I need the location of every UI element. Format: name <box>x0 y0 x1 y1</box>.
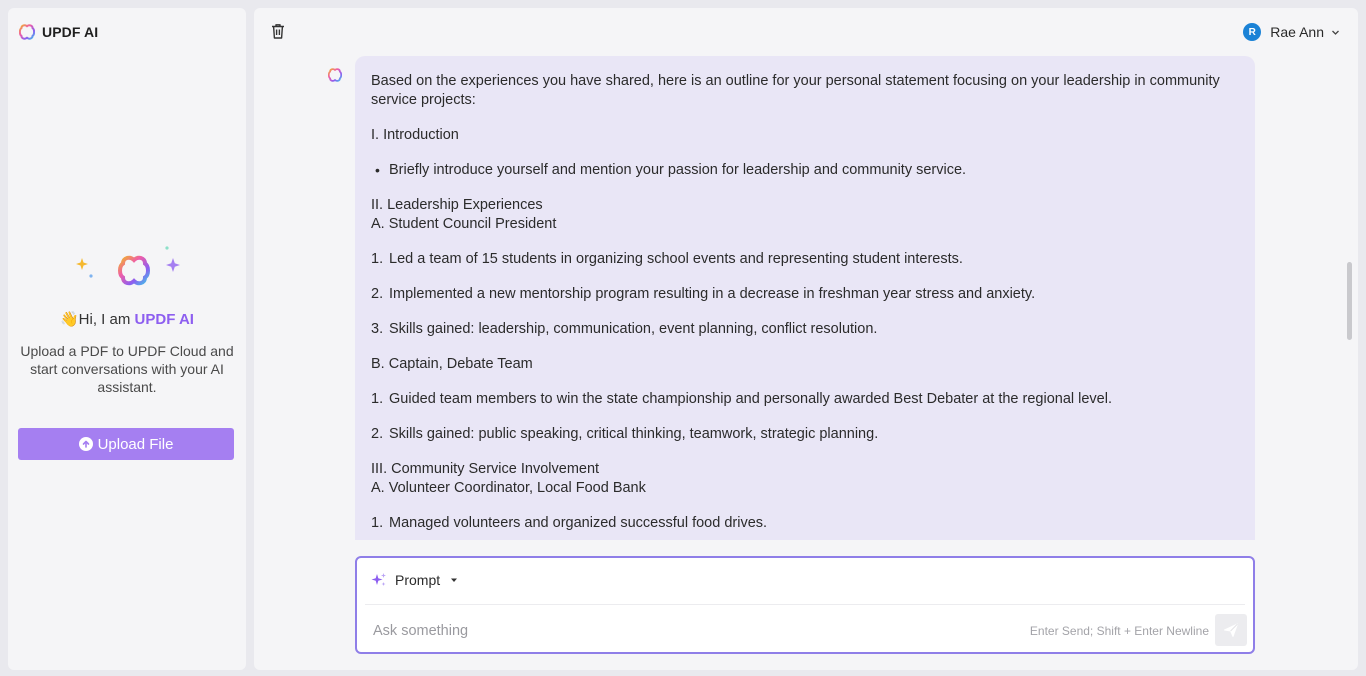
user-name: Rae Ann <box>1270 24 1324 40</box>
list-number: 1. <box>371 515 384 531</box>
greeting <box>8 310 246 328</box>
sparkle-icon <box>371 572 387 588</box>
bullet-icon: • <box>375 162 380 178</box>
list-number: 2. <box>371 426 384 442</box>
scrollbar[interactable] <box>1347 262 1352 340</box>
user-menu[interactable] <box>1243 22 1340 42</box>
ai-message <box>355 56 1255 540</box>
send-button[interactable] <box>1215 614 1247 646</box>
list-item <box>371 514 1239 533</box>
subsection-heading: A. Student Council President <box>371 216 557 232</box>
list-item <box>371 250 1239 269</box>
ask-input[interactable] <box>373 620 973 642</box>
caret-down-icon <box>450 576 458 584</box>
updf-logo-icon <box>19 24 35 40</box>
list-item-text: Managed volunteers and organized successful food drives. <box>389 515 768 531</box>
send-icon <box>1223 622 1239 638</box>
list-item <box>371 285 1239 304</box>
chat-panel <box>254 8 1358 670</box>
list-item-text: Implemented a new mentorship program resulting in a decrease in freshman year stress and anxiety. <box>389 286 1036 302</box>
list-item-text: Briefly introduce yourself and mention your passion for leadership and community service. <box>389 162 967 178</box>
greeting-accent: UPDF AI <box>134 311 194 328</box>
brand <box>19 23 98 41</box>
upload-arrow-icon <box>79 437 93 451</box>
list-item <box>371 390 1239 409</box>
brand-name: UPDF AI <box>42 24 99 40</box>
list-item-text: Skills gained: leadership, communication, event planning, conflict resolution. <box>389 321 878 337</box>
list-item <box>371 425 1239 444</box>
list-item <box>371 320 1239 339</box>
section-heading: I. Introduction <box>371 127 459 143</box>
keyboard-hint: Enter Send; Shift + Enter Newline <box>1029 624 1209 638</box>
trash-icon[interactable] <box>270 22 286 40</box>
divider <box>365 604 1245 605</box>
sidebar <box>8 8 246 670</box>
list-item-text: Led a team of 15 students in organizing school events and representing student interests. <box>389 251 963 267</box>
ai-avatar-icon <box>328 68 342 82</box>
list-item-text: Guided team members to win the state championship and personally awarded Best Debater at the regional level. <box>389 391 1112 407</box>
message-intro: Based on the experiences you have shared, here is an outline for your personal statement focusing on your leadership in community service projects: <box>371 73 1220 108</box>
list-item-text: Skills gained: public speaking, critical thinking, teamwork, strategic planning. <box>389 426 879 442</box>
upload-file-label: Upload File <box>97 435 174 453</box>
subsection-heading: B. Captain, Debate Team <box>371 356 533 372</box>
prompt-label: Prompt <box>395 572 441 588</box>
avatar: R <box>1243 23 1261 41</box>
section-heading: II. Leadership Experiences <box>371 197 543 213</box>
upload-file-button[interactable] <box>18 428 234 460</box>
subsection-heading: A. Volunteer Coordinator, Local Food Bank <box>371 480 646 496</box>
list-item <box>371 161 1239 180</box>
composer <box>355 556 1255 654</box>
list-number: 3. <box>371 321 384 337</box>
prompt-dropdown[interactable] <box>371 570 458 590</box>
list-number: 1. <box>371 391 384 407</box>
upload-description: Upload a PDF to UPDF Cloud and start conversations with your AI assistant. <box>20 343 234 395</box>
list-number: 1. <box>371 251 384 267</box>
greeting-prefix: 👋Hi, I am <box>60 311 135 328</box>
list-number: 2. <box>371 286 384 302</box>
chevron-down-icon <box>1331 28 1340 37</box>
section-heading: III. Community Service Involvement <box>371 461 600 477</box>
updf-ai-sparkle-logo-icon <box>68 244 188 294</box>
